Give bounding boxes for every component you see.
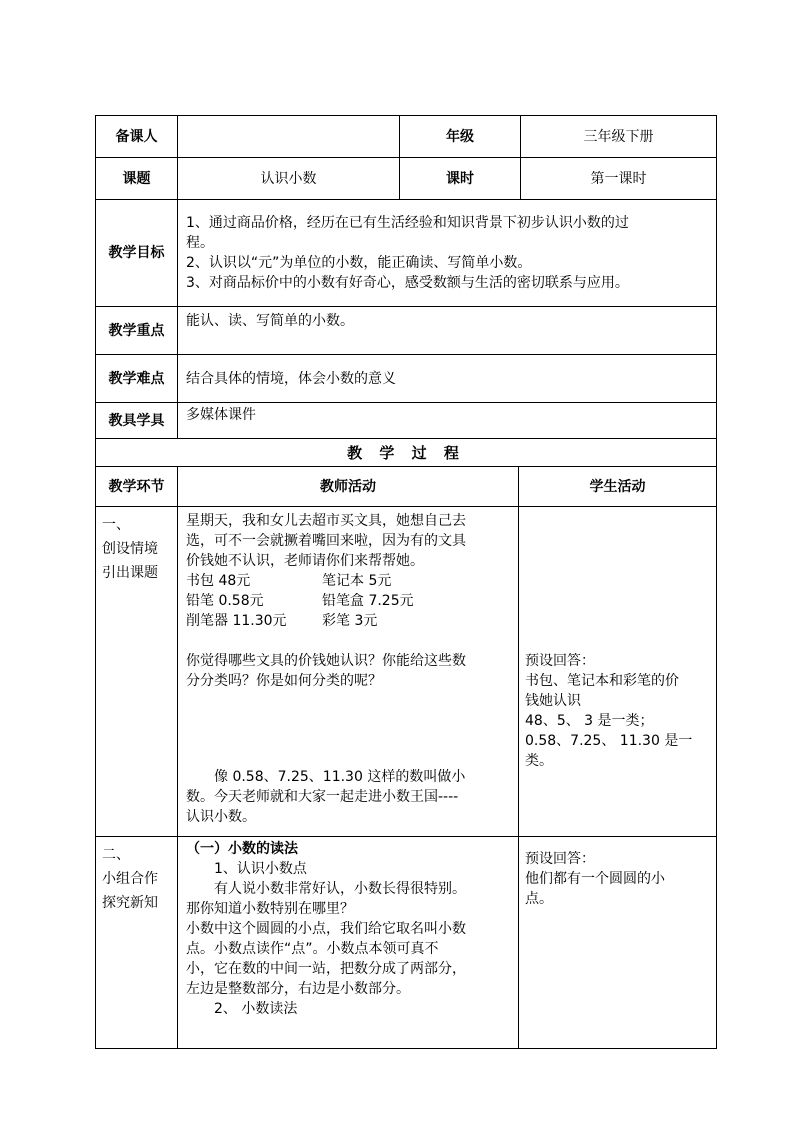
stage-1-summary-2: 数。今天老师就和大家一起走进小数王国----: [186, 789, 459, 805]
period-label: 课时: [400, 158, 521, 200]
stage-1-student-line: 类。: [525, 753, 553, 769]
row-process-headers: [96, 467, 717, 507]
lesson-plan-table: [95, 115, 717, 1049]
col-teacher-header: 教师活动: [178, 467, 519, 507]
stage-2-para-2-line: 左边是整数部分，右边是小数部分。: [186, 981, 410, 997]
stage-2-sub-1: 1、认识小数点: [214, 861, 307, 877]
spacer: [186, 691, 510, 767]
stage-1-summary-3: 认识小数。: [186, 809, 256, 825]
stage-1-student-line: 48、5、 3 是一类；: [525, 713, 654, 729]
stage-1-name-line-2: 引出课题: [102, 565, 158, 581]
stage-1-intro-1: 星期天，我和女儿去超市买文具，她想自己去: [186, 513, 466, 529]
row-difficulties: [96, 355, 717, 403]
difficulties-value: 结合具体的情境，体会小数的意义: [178, 355, 717, 403]
price-item: 彩笔 3元: [322, 613, 378, 629]
row-goals: [96, 200, 717, 307]
row-tools: [96, 403, 717, 439]
stage-2-name-line-1: 小组合作: [102, 871, 158, 887]
price-item: 铅笔盒 7.25元: [322, 593, 414, 609]
stage-1-question-2: 分分类吗？你是如何分类的呢？: [186, 673, 382, 689]
stage-2-heading: （一）小数的读法: [186, 841, 298, 857]
col-student-header: 学生活动: [519, 467, 717, 507]
stage-2-student-line: 点。: [525, 891, 553, 907]
stage-2-para-2-line: 小，它在数的中间一站，把数分成了两部分，: [186, 961, 466, 977]
row-process-title: [96, 439, 717, 467]
spacer: [525, 511, 710, 651]
stage-2-sub-2: 2、 小数读法: [214, 1001, 298, 1017]
stage-1-student-line: 钱她认识: [525, 693, 581, 709]
price-list: [186, 571, 510, 631]
row-key-points: [96, 307, 717, 355]
spacer: [186, 631, 510, 651]
goals-label: 教学目标: [96, 200, 178, 307]
stage-1-question-1: 你觉得哪些文具的价钱她认识？你能给这些数: [186, 653, 466, 669]
price-item: 铅笔 0.58元: [186, 593, 264, 609]
row-preparer: [96, 116, 717, 158]
col-stage-header: 教学环节: [96, 467, 178, 507]
topic-value: 认识小数: [178, 158, 400, 200]
goals-content: [178, 200, 717, 307]
stage-1-teacher: [178, 507, 519, 837]
stage-2-name: [96, 837, 178, 1049]
price-item: 书包 48元: [186, 573, 251, 589]
tools-value: 多媒体课件: [178, 403, 717, 439]
stage-2-student-line: 他们都有一个圆圆的小: [525, 871, 665, 887]
lesson-plan: [95, 115, 716, 1049]
row-topic: [96, 158, 717, 200]
stage-2-para-2-line: 点。小数点读作“点”。小数点本领可真不: [186, 941, 439, 957]
price-item: 笔记本 5元: [322, 573, 392, 589]
process-title: 教 学 过 程: [96, 439, 717, 467]
goal-line-1: 1、通过商品价格，经历在已有生活经验和知识背景下初步认识小数的过: [186, 215, 629, 231]
topic-label: 课题: [96, 158, 178, 200]
preparer-label: 备课人: [96, 116, 178, 158]
stage-1-name: [96, 507, 178, 837]
stage-2-para-1-line: 有人说小数非常好认，小数长得很特别。: [214, 881, 466, 897]
row-stage-2: [96, 837, 717, 1049]
stage-1-student-line: 0.58、7.25、 11.30 是一: [525, 733, 693, 749]
grade-label: 年级: [400, 116, 521, 158]
stage-2-para-2-line: 小数中这个圆圆的小点，我们给它取名叫小数: [186, 921, 466, 937]
stage-1-summary-1: 像 0.58、7.25、11.30 这样的数叫做小: [214, 769, 466, 785]
price-item: 削笔器 11.30元: [186, 613, 287, 629]
stage-2-num: 二、: [102, 847, 130, 863]
stage-2-name-line-2: 探究新知: [102, 895, 158, 911]
grade-value: 三年级下册: [521, 116, 717, 158]
row-stage-1: [96, 507, 717, 837]
goal-line-2: 程。: [186, 235, 214, 251]
goal-line-4: 3、对商品标价中的小数有好奇心，感受数额与生活的密切联系与应用。: [186, 275, 629, 291]
stage-1-intro-2: 选，可不一会就撅着嘴回来啦，因为有的文具: [186, 533, 466, 549]
key-points-label: 教学重点: [96, 307, 178, 355]
period-value: 第一课时: [521, 158, 717, 200]
goal-line-3: 2、认识以“元”为单位的小数，能正确读、写简单小数。: [186, 255, 532, 271]
stage-1-num: 一、: [102, 517, 130, 533]
stage-1-intro-3: 价钱她不认识，老师请你们来帮帮她。: [186, 553, 424, 569]
stage-1-student: [519, 507, 717, 837]
tools-label: 教具学具: [96, 403, 178, 439]
stage-1-student-line: 预设回答：: [525, 653, 595, 669]
stage-2-student: [519, 837, 717, 1049]
preparer-value: [178, 116, 400, 158]
key-points-value: 能认、读、写简单的小数。: [178, 307, 717, 355]
stage-1-student-line: 书包、笔记本和彩笔的价: [525, 673, 679, 689]
stage-1-name-line-1: 创设情境: [102, 541, 158, 557]
stage-2-student-line: 预设回答：: [525, 851, 595, 867]
stage-2-para-1-line: 那你知道小数特别在哪里？: [186, 901, 354, 917]
stage-2-teacher: [178, 837, 519, 1049]
difficulties-label: 教学难点: [96, 355, 178, 403]
